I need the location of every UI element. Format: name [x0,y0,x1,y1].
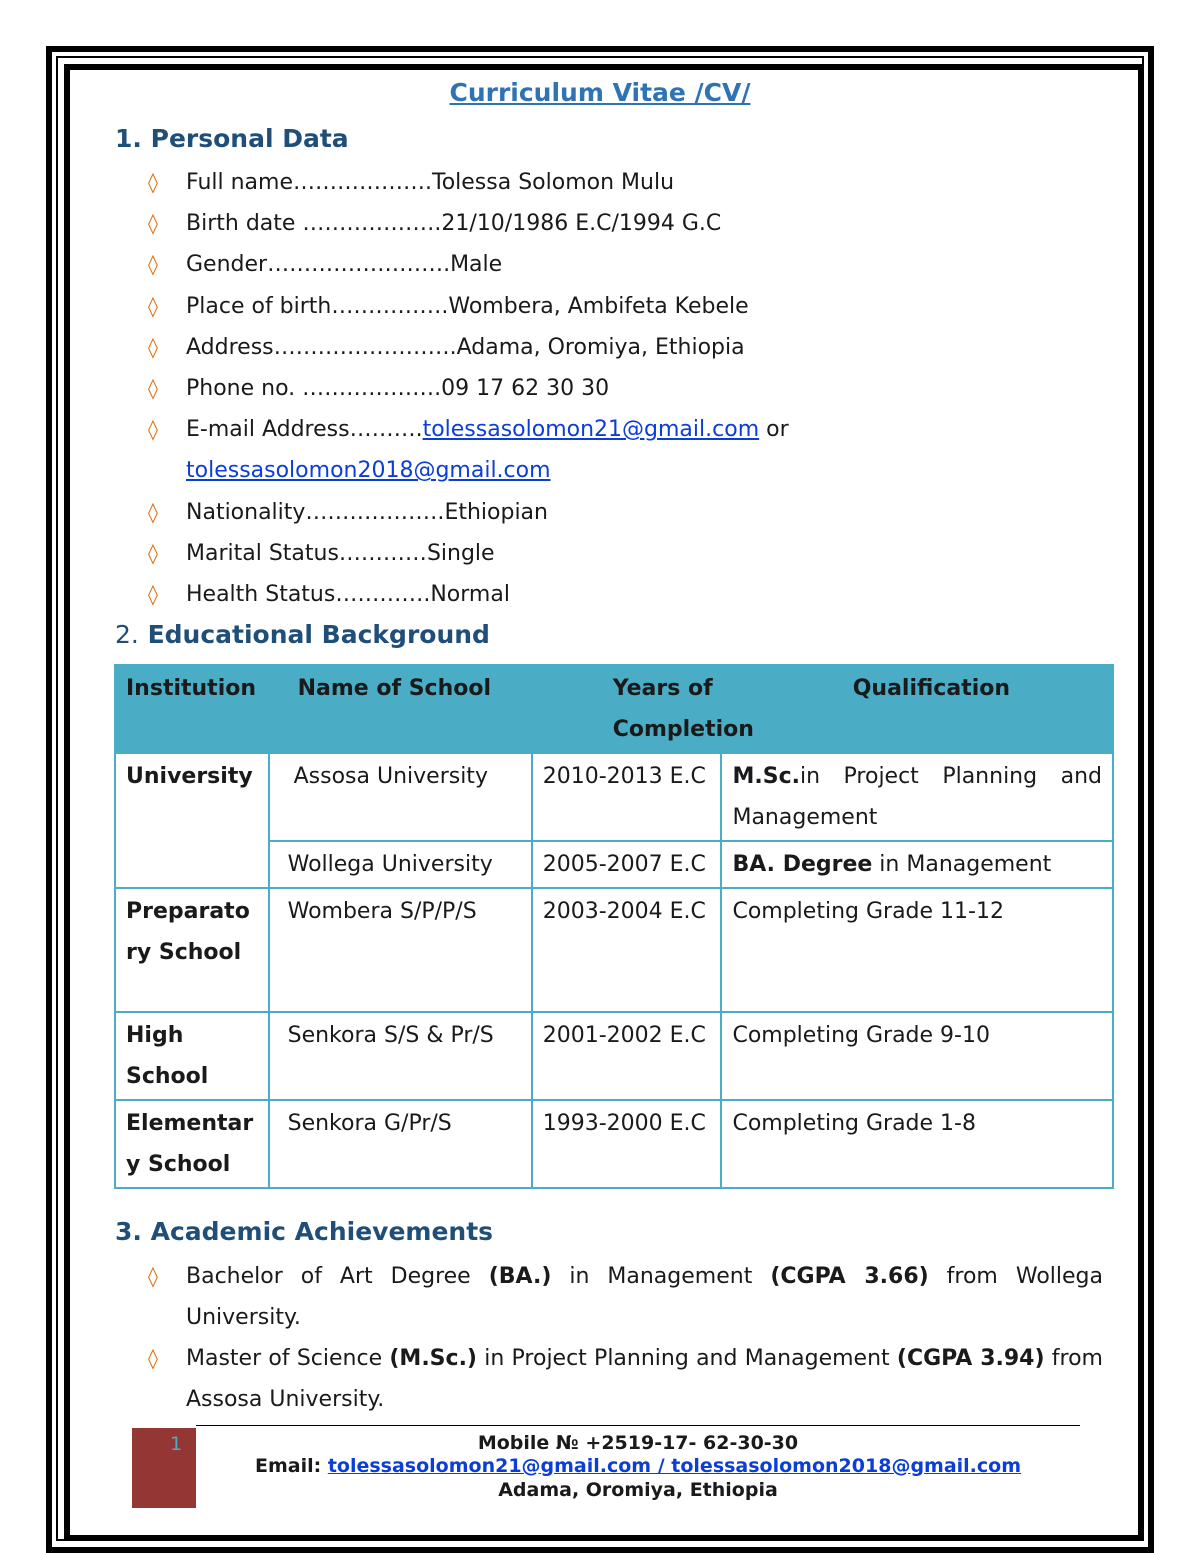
diamond-bullet-icon: ◊ [148,170,158,194]
cell-institution: Elementary School [115,1100,269,1188]
diamond-bullet-icon: ◊ [148,417,158,442]
header-years-qualification [532,665,1113,753]
section-heading-education: 2. Educational Background [115,620,490,649]
page-number: 1 [170,1433,183,1455]
document-title: Curriculum Vitae /CV/ [449,78,751,107]
footer-email: Email: tolessasolomon21@gmail.com / tolessasolomon2018@gmail.com [254,1455,1022,1477]
list-item: ◊ Place of birth…………….Wombera, Ambifeta Kebele [148,286,789,327]
diamond-bullet-icon: ◊ [148,1346,158,1370]
academic-achievements-list [148,1256,1103,1420]
cell-institution: University [115,753,269,888]
diamond-bullet-icon: ◊ [148,293,158,318]
personal-data-list [148,162,789,615]
list-item: ◊ Birth date ……………….21/10/1986 E.C/1994 G.C [148,203,789,244]
list-item: ◊ Nationality……………….Ethiopian [148,492,789,533]
list-item: ◊ Gender…………………….Male [148,244,789,285]
footer-email-link[interactable]: tolessasolomon21@gmail.com / tolessasolomon2018@gmail.com [327,1455,1022,1477]
footer-location: Adama, Oromiya, Ethiopia [498,1479,778,1501]
list-item: ◊ Phone no. ……………….09 17 62 30 30 [148,368,789,409]
header-qualification: Qualification [852,676,1011,701]
list-item: ◊ Full name……………….Tolessa Solomon Mulu [148,162,789,203]
cell-institution: High School [115,1012,269,1100]
table-row [115,888,1113,1012]
cell-qualification: M.Sc.in Project Planning and Management [721,753,1113,841]
diamond-bullet-icon: ◊ [148,211,158,236]
email-link-1[interactable]: tolessasolomon21@gmail.com [422,417,760,443]
cell-institution: Preparatory School [115,888,269,1012]
list-item-email: ◊ E-mail Address……….tolessasolomon21@gmail.com or [148,409,789,450]
diamond-bullet-icon: ◊ [148,252,158,277]
education-table [114,664,1114,1189]
section-heading-academic: 3. Academic Achievements [115,1217,494,1246]
cell-qualification: BA. Degree in Management [721,841,1113,888]
list-item: ◊ Master of Science (M.Sc.) in Project Planning and Management (CGPA 3.94) from Assosa University. [148,1338,1103,1420]
list-item: ◊ Marital Status…………Single [148,533,789,574]
cell-years: 2010-2013 E.C [532,753,722,841]
header-institution: Institution [115,665,269,753]
table-row [115,753,1113,841]
header-school: Name of School [269,665,532,753]
cell-school: Senkora S/S & Pr/S [269,1012,532,1100]
cell-qualification: Completing Grade 9-10 [721,1012,1113,1100]
cell-years: 2003-2004 E.C [532,888,722,1012]
diamond-bullet-icon: ◊ [148,375,158,400]
cell-years: 2005-2007 E.C [532,841,722,888]
cell-years: 2001-2002 E.C [532,1012,722,1100]
cell-years: 1993-2000 E.C [532,1100,722,1188]
cell-school: Assosa University [269,753,532,841]
diamond-bullet-icon: ◊ [148,334,158,359]
list-item: ◊ Address…………………….Adama, Oromiya, Ethiopia [148,327,789,368]
header-years: Years of Completion [612,676,754,742]
table-row [115,1012,1113,1100]
diamond-bullet-icon: ◊ [148,581,158,606]
list-item-email-continued [148,450,789,491]
diamond-bullet-icon: ◊ [148,540,158,565]
diamond-bullet-icon: ◊ [148,1264,158,1288]
email-link-2[interactable]: tolessasolomon2018@gmail.com [186,458,551,484]
table-header-row [115,665,1113,753]
cell-qualification: Completing Grade 11-12 [721,888,1113,1012]
footer-mobile: Mobile № +2519-17- 62-30-30 [477,1432,799,1454]
table-row [115,1100,1113,1188]
list-item: ◊ Health Status………….Normal [148,574,789,615]
page-number-box [132,1428,196,1508]
section-heading-personal: 1. Personal Data [115,124,349,153]
cell-school: Senkora G/Pr/S [269,1100,532,1188]
cell-school: Wombera S/P/P/S [269,888,532,1012]
cell-qualification: Completing Grade 1-8 [721,1100,1113,1188]
cell-school: Wollega University [269,841,532,888]
list-item: ◊ Bachelor of Art Degree (BA.) in Management (CGPA 3.66) from Wollega University. [148,1256,1103,1338]
diamond-bullet-icon: ◊ [148,499,158,524]
footer-divider [196,1425,1080,1426]
